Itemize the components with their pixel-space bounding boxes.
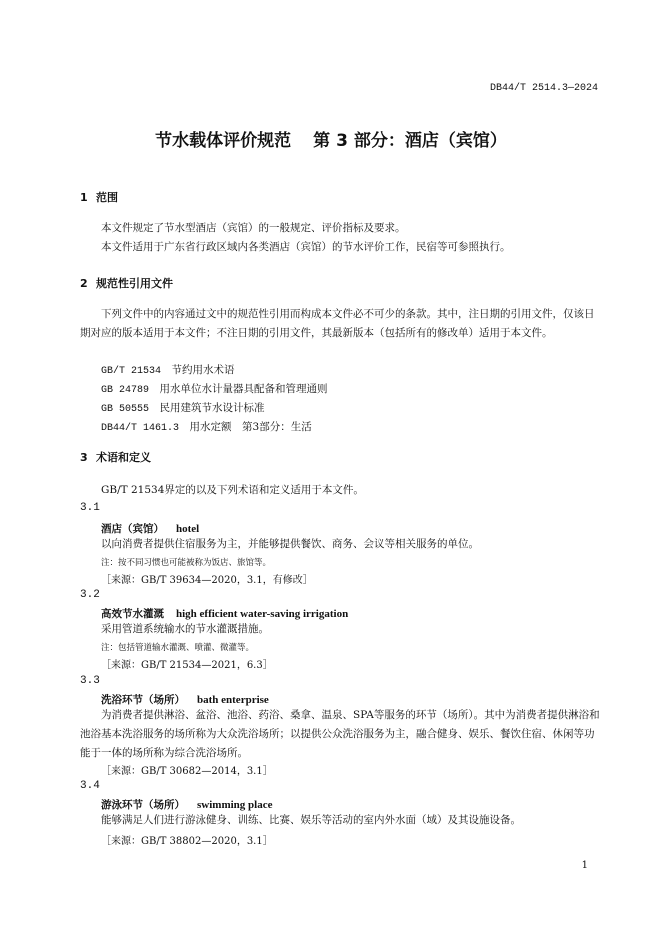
document-code: DB44/T 2514.3—2024 [489, 83, 598, 94]
term-source: ［来源：GB/T 38802—2020，3.1］ [101, 836, 273, 847]
term-definition: 为消费者提供淋浴、盆浴、池浴、药浴、桑拿、温泉、SPA等服务的环节（场所）。其中为消费者提供淋浴和池浴基本洗浴服务的场所称为大众洗浴场所；以提供公众洗浴服务为主，融合健身、娱乐、餐饮住宿、休闲等功能于一体的场所称为综合洗浴场所。 [80, 709, 600, 759]
term-number: 3.4 [80, 780, 100, 792]
term-number: 3.2 [80, 589, 100, 601]
term-number: 3.1 [80, 502, 100, 514]
term-source: ［来源：GB/T 21534—2021，6.3］ [101, 660, 273, 671]
term-heading: 酒店（宾馆） hotel [101, 523, 200, 535]
page-title [0, 126, 662, 151]
title-part: 第 3 部分：酒店（宾馆） [313, 131, 507, 151]
term-heading: 高效节水灌溉 high efficient water-saving irrigation [101, 608, 349, 620]
scope-paragraph-1: 本文件规定了节水型酒店（宾馆）的一般规定、评价指标及要求。 [101, 222, 406, 234]
scope-paragraph-2: 本文件适用于广东省行政区域内各类酒店（宾馆）的节水评价工作，民宿等可参照执行。 [101, 241, 511, 253]
term-source: ［来源：GB/T 39634—2020，3.1，有修改］ [101, 575, 313, 586]
term-source: ［来源：GB/T 30682—2014，3.1］ [101, 766, 273, 777]
term-definition: 能够满足人们进行游泳健身、训练、比赛、娱乐等活动的室内外水面（域）及其设施设备。 [101, 814, 521, 826]
section-1-heading: 1 范围 [80, 191, 118, 204]
term-note: 注：包括管道输水灌溉、喷灌、微灌等。 [101, 643, 255, 653]
reference-item: GB 24789 用水单位水计量器具配备和管理通则 [101, 383, 328, 396]
term-definition: 以向消费者提供住宿服务为主，并能够提供餐饮、商务、会议等相关服务的单位。 [101, 538, 479, 550]
normative-references-intro: 下列文件中的内容通过文中的规范性引用而构成本文件必不可少的条款。其中，注日期的引用文件，仅该日期对应的版本适用于本文件；不注日期的引用文件，其最新版本（包括所有的修改单）适用于本文件。 [80, 308, 595, 339]
reference-item: DB44/T 1461.3 用水定额 第3部分：生活 [101, 421, 312, 434]
page-number: 1 [581, 860, 588, 871]
reference-item: GB 50555 民用建筑节水设计标准 [101, 402, 265, 415]
section-3-heading: 3 术语和定义 [80, 451, 151, 464]
term-heading: 洗浴环节（场所） bath enterprise [101, 694, 269, 706]
title-main: 节水载体评价规范 [155, 131, 292, 151]
terms-intro: GB/T 21534界定的以及下列术语和定义适用于本文件。 [101, 484, 364, 496]
term-heading: 游泳环节（场所） swimming place [101, 799, 273, 811]
reference-item: GB/T 21534 节约用水术语 [101, 364, 235, 377]
term-note: 注：按不同习惯也可能被称为饭店、旅馆等。 [101, 558, 272, 568]
term-number: 3.3 [80, 675, 100, 687]
term-definition: 采用管道系统输水的节水灌溉措施。 [101, 623, 269, 635]
section-2-heading: 2 规范性引用文件 [80, 277, 173, 290]
